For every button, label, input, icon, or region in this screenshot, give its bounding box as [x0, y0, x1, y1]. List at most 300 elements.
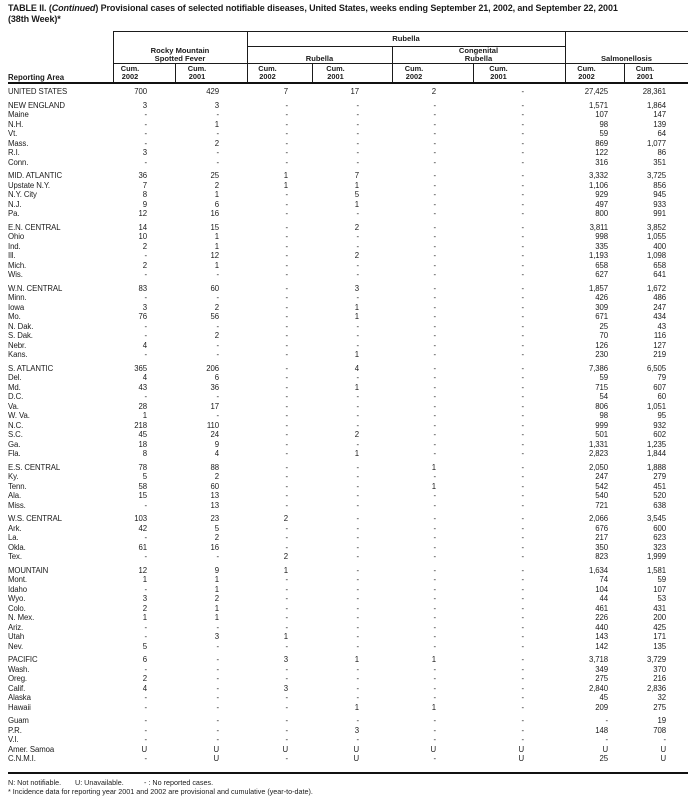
value-cell: -	[521, 283, 524, 293]
reporting-area-cell: Guam	[8, 716, 29, 725]
reporting-area-cell: Mass.	[8, 138, 29, 148]
table-section	[8, 87, 688, 97]
table-section	[8, 364, 688, 459]
value-cell: 999	[595, 420, 608, 430]
value-cell: 3	[283, 683, 288, 693]
value-cell: 434	[653, 312, 666, 321]
value-cell: -	[605, 716, 608, 725]
value-cell: 9	[142, 199, 147, 209]
value-cell: 17	[350, 87, 359, 96]
reporting-area-cell: Nev.	[8, 641, 24, 651]
value-cell: 520	[653, 491, 666, 500]
value-cell: 59	[657, 575, 666, 584]
value-cell: -	[216, 148, 219, 157]
value-cell: 461	[595, 603, 608, 613]
table-row	[8, 726, 688, 736]
value-cell: 6	[142, 655, 147, 664]
value-cell: 497	[595, 199, 608, 209]
value-cell: -	[521, 655, 524, 664]
value-cell: -	[433, 382, 436, 392]
value-cell: 14	[138, 222, 147, 232]
value-cell: -	[285, 542, 288, 552]
value-cell: -	[216, 411, 219, 420]
value-cell: -	[521, 683, 524, 693]
value-cell: 8	[142, 449, 147, 458]
value-cell: -	[285, 331, 288, 340]
value-cell: 370	[653, 664, 666, 674]
value-cell: 1,055	[646, 232, 666, 241]
table-row	[8, 716, 688, 726]
value-cell: 59	[599, 373, 608, 382]
value-cell: -	[285, 157, 288, 167]
footnote-not-notifiable: N: Not notifiable.	[8, 778, 62, 787]
value-cell: -	[144, 331, 147, 340]
reporting-area-cell: Fla.	[8, 449, 21, 458]
value-cell: -	[356, 420, 359, 430]
value-cell: 45	[599, 693, 608, 702]
table-section	[8, 716, 688, 764]
value-cell: 6	[214, 373, 219, 382]
value-cell: -	[356, 241, 359, 251]
value-cell: 2	[431, 87, 436, 96]
value-cell: 932	[653, 420, 666, 430]
value-cell: -	[285, 312, 288, 321]
value-cell: 25	[599, 321, 608, 331]
value-cell: 823	[595, 552, 608, 561]
value-cell: 206	[206, 363, 219, 373]
reporting-area-cell: Nebr.	[8, 340, 27, 350]
value-cell: U	[518, 754, 524, 763]
table-row	[8, 613, 688, 623]
value-cell: -	[216, 702, 219, 712]
table-row	[8, 261, 688, 271]
reporting-area-cell: Md.	[8, 382, 21, 392]
reporting-area-cell: C.N.M.I.	[8, 754, 36, 763]
value-cell: -	[521, 533, 524, 542]
value-cell: 13	[210, 491, 219, 500]
reporting-area-cell: Miss.	[8, 500, 26, 510]
value-cell: 1	[214, 260, 219, 270]
value-cell: -	[433, 199, 436, 209]
value-cell: -	[356, 481, 359, 491]
value-cell: 3,729	[646, 655, 666, 664]
reporting-area-cell: Calif.	[8, 683, 26, 693]
value-cell: 24	[210, 430, 219, 439]
value-cell: -	[356, 693, 359, 702]
value-cell: -	[285, 138, 288, 148]
value-cell: -	[285, 411, 288, 420]
reporting-area-cell: R.I.	[8, 148, 20, 157]
value-cell: -	[216, 293, 219, 302]
value-cell: 1	[431, 655, 436, 664]
table-row	[8, 120, 688, 130]
value-cell: 147	[653, 110, 666, 119]
value-cell: -	[285, 594, 288, 603]
title-line2: (38th Week)*	[8, 13, 61, 24]
reporting-area-cell: Hawaii	[8, 702, 31, 712]
value-cell: 929	[595, 190, 608, 199]
value-cell: 2	[142, 603, 147, 613]
value-cell: -	[285, 641, 288, 651]
value-cell: -	[433, 575, 436, 584]
value-cell: -	[285, 735, 288, 744]
value-cell: -	[521, 312, 524, 321]
value-cell: U	[602, 744, 608, 754]
value-cell: 323	[653, 542, 666, 552]
value-cell: -	[521, 514, 524, 523]
value-cell: 1	[214, 232, 219, 241]
value-cell: 60	[657, 392, 666, 401]
value-cell: 64	[657, 129, 666, 138]
table-section	[8, 171, 688, 219]
value-cell: 998	[595, 232, 608, 241]
value-cell: 440	[595, 622, 608, 632]
table-row	[8, 293, 688, 303]
value-cell: 2,840	[588, 683, 608, 693]
value-cell: -	[216, 552, 219, 561]
value-cell: -	[433, 674, 436, 683]
value-cell: 3,852	[646, 222, 666, 232]
value-cell: 933	[653, 199, 666, 209]
value-cell: 58	[138, 481, 147, 491]
value-cell: 28	[138, 401, 147, 411]
value-cell: 1	[214, 603, 219, 613]
value-cell: 76	[138, 312, 147, 321]
value-cell: 53	[657, 594, 666, 603]
table-section	[8, 514, 688, 562]
rubella-cum-2002-header: Cum. 2002	[258, 64, 277, 82]
table-row	[8, 251, 688, 261]
value-cell: -	[216, 350, 219, 359]
reporting-area-cell: N. Dak.	[8, 321, 34, 331]
salmonellosis-cum-2001-header: Cum. 2001	[635, 64, 655, 82]
value-cell: -	[521, 411, 524, 420]
table-row	[8, 693, 688, 703]
value-cell: 800	[595, 209, 608, 218]
value-cell: 501	[595, 430, 608, 439]
value-cell: -	[521, 584, 524, 594]
value-cell: 3,332	[588, 171, 608, 180]
value-cell: -	[433, 363, 436, 373]
value-cell: -	[216, 622, 219, 632]
value-cell: 56	[210, 312, 219, 321]
value-cell: 74	[599, 575, 608, 584]
table-row	[8, 190, 688, 200]
value-cell: -	[433, 603, 436, 613]
value-cell: -	[356, 632, 359, 641]
value-cell: -	[144, 664, 147, 674]
value-cell: 5	[142, 472, 147, 481]
value-cell: 4	[142, 683, 147, 693]
value-cell: -	[144, 270, 147, 279]
value-cell: 12	[138, 565, 147, 575]
value-cell: 103	[134, 514, 147, 523]
value-cell: 104	[595, 584, 608, 594]
table-row	[8, 524, 688, 534]
reporting-area-cell: S. ATLANTIC	[8, 363, 54, 373]
value-cell: -	[285, 232, 288, 241]
value-cell: -	[433, 491, 436, 500]
value-cell: -	[356, 542, 359, 552]
value-cell: -	[521, 430, 524, 439]
value-cell: 1,672	[646, 283, 666, 293]
reporting-area-cell: Conn.	[8, 157, 29, 167]
value-cell: -	[285, 401, 288, 411]
value-cell: -	[216, 683, 219, 693]
value-cell: 3	[214, 100, 219, 110]
value-cell: 4	[354, 363, 359, 373]
value-cell: -	[216, 157, 219, 167]
rmsf-cum-2002-header: Cum. 2002	[120, 64, 140, 82]
reporting-area-cell: Ark.	[8, 523, 22, 533]
value-cell: 209	[595, 702, 608, 712]
value-cell: -	[144, 716, 147, 725]
value-cell: -	[144, 110, 147, 119]
table-row	[8, 110, 688, 120]
value-cell: 1	[214, 575, 219, 584]
reporting-area-cell: Amer. Samoa	[8, 744, 55, 754]
value-cell: -	[521, 302, 524, 312]
value-cell: 700	[134, 87, 147, 96]
reporting-area-cell: PACIFIC	[8, 655, 38, 664]
value-cell: -	[356, 716, 359, 725]
table-row	[8, 566, 688, 576]
value-cell: -	[433, 622, 436, 632]
value-cell: 36	[210, 382, 219, 392]
reporting-area-cell: N.Y. City	[8, 190, 37, 199]
value-cell: -	[433, 594, 436, 603]
table-row	[8, 430, 688, 440]
value-cell: 13	[210, 500, 219, 510]
value-cell: 42	[138, 523, 147, 533]
reporting-area-cell: N. Mex.	[8, 613, 35, 622]
value-cell: 247	[595, 472, 608, 481]
value-cell: -	[356, 439, 359, 449]
value-cell: -	[433, 613, 436, 622]
value-cell: 2	[214, 302, 219, 312]
congenital-cum-2002-header: Cum. 2002	[404, 64, 424, 82]
table-row	[8, 754, 688, 764]
value-cell: 25	[599, 754, 608, 763]
table-row	[8, 745, 688, 755]
value-cell: -	[521, 138, 524, 148]
table-row	[8, 350, 688, 360]
table-header	[8, 31, 688, 84]
value-cell: -	[433, 401, 436, 411]
reporting-area-cell: Iowa	[8, 302, 25, 312]
rubella-span-header: Rubella	[392, 34, 420, 43]
value-cell: -	[433, 664, 436, 674]
value-cell: -	[216, 725, 219, 735]
value-cell: 1	[214, 584, 219, 594]
table-row	[8, 312, 688, 322]
value-cell: -	[521, 171, 524, 180]
value-cell: 425	[653, 622, 666, 632]
table-row	[8, 101, 688, 111]
value-cell: -	[144, 702, 147, 712]
value-cell: 2	[283, 514, 288, 523]
table-row	[8, 533, 688, 543]
value-cell: -	[356, 401, 359, 411]
value-cell: -	[521, 500, 524, 510]
reporting-area-cell: Wyo.	[8, 594, 26, 603]
value-cell: -	[285, 430, 288, 439]
header-bottom-rule	[8, 82, 688, 84]
value-cell: 200	[653, 613, 666, 622]
value-cell: 16	[210, 542, 219, 552]
value-cell: U	[660, 744, 666, 754]
value-cell: 429	[206, 87, 219, 96]
value-cell: 126	[595, 340, 608, 350]
value-cell: -	[285, 523, 288, 533]
value-cell: 54	[599, 392, 608, 401]
value-cell: -	[433, 340, 436, 350]
value-cell: 43	[138, 382, 147, 392]
value-cell: -	[521, 523, 524, 533]
value-cell: 1	[431, 462, 436, 472]
value-cell: -	[285, 321, 288, 331]
table-row	[8, 284, 688, 294]
table-row	[8, 491, 688, 501]
value-cell: -	[356, 584, 359, 594]
value-cell: -	[521, 725, 524, 735]
value-cell: 3	[142, 100, 147, 110]
table-row	[8, 341, 688, 351]
value-cell: -	[285, 373, 288, 382]
value-cell: -	[521, 199, 524, 209]
table-row	[8, 322, 688, 332]
title-prefix: TABLE II. (	[8, 3, 52, 13]
value-cell: -	[285, 439, 288, 449]
value-cell: U	[141, 744, 147, 754]
reporting-area-cell: S.C.	[8, 430, 23, 439]
table-row	[8, 543, 688, 553]
table-row	[8, 735, 688, 745]
value-cell: -	[521, 251, 524, 260]
value-cell: -	[433, 260, 436, 270]
value-cell: -	[285, 241, 288, 251]
value-cell: -	[433, 420, 436, 430]
value-cell: 247	[653, 302, 666, 312]
reporting-area-cell: Ala.	[8, 491, 22, 500]
table-row	[8, 303, 688, 313]
value-cell: U	[518, 744, 524, 754]
value-cell: -	[521, 321, 524, 331]
value-cell: 217	[595, 533, 608, 542]
value-cell: -	[433, 430, 436, 439]
value-cell: -	[285, 382, 288, 392]
value-cell: -	[356, 392, 359, 401]
value-cell: -	[356, 683, 359, 693]
value-cell: -	[356, 373, 359, 382]
table-row	[8, 383, 688, 393]
value-cell: 15	[210, 222, 219, 232]
value-cell: 275	[595, 674, 608, 683]
value-cell: 607	[653, 382, 666, 392]
value-cell: 279	[653, 472, 666, 481]
value-cell: 43	[657, 321, 666, 331]
reporting-area-cell: Ariz.	[8, 622, 24, 632]
reporting-area-cell: Okla.	[8, 542, 26, 552]
table-row	[8, 604, 688, 614]
value-cell: -	[216, 340, 219, 350]
value-cell: -	[521, 270, 524, 279]
value-cell: 143	[595, 632, 608, 641]
value-cell: -	[521, 702, 524, 712]
reporting-area-cell: P.R.	[8, 725, 22, 735]
reporting-area-cell: Ohio	[8, 232, 25, 241]
value-cell: 17	[210, 401, 219, 411]
value-cell: 135	[653, 641, 666, 651]
value-cell: -	[356, 148, 359, 157]
value-cell: -	[521, 674, 524, 683]
value-cell: -	[356, 674, 359, 683]
value-cell: -	[356, 735, 359, 744]
table-body	[8, 87, 688, 764]
value-cell: -	[433, 350, 436, 359]
reporting-area-cell: Ind.	[8, 241, 21, 251]
value-cell: -	[521, 180, 524, 190]
value-cell: 9	[214, 565, 219, 575]
value-cell: 3	[283, 655, 288, 664]
value-cell: -	[521, 632, 524, 641]
table-row	[8, 181, 688, 191]
table-section	[8, 463, 688, 511]
value-cell: 623	[653, 533, 666, 542]
table-row	[8, 270, 688, 280]
value-cell: -	[521, 491, 524, 500]
value-cell: -	[521, 565, 524, 575]
value-cell: 806	[595, 401, 608, 411]
value-cell: -	[285, 148, 288, 157]
value-cell: -	[433, 693, 436, 702]
value-cell: 18	[138, 439, 147, 449]
value-cell: -	[216, 110, 219, 119]
value-cell: -	[216, 664, 219, 674]
value-cell: -	[285, 260, 288, 270]
value-cell: 1,051	[646, 401, 666, 411]
reporting-area-cell: Alaska	[8, 693, 31, 702]
table-row	[8, 209, 688, 219]
value-cell: -	[356, 575, 359, 584]
table-row	[8, 449, 688, 459]
value-cell: 95	[657, 411, 666, 420]
value-cell: 2	[214, 594, 219, 603]
value-cell: 1	[283, 632, 288, 641]
value-cell: 107	[595, 110, 608, 119]
value-cell: 2	[142, 674, 147, 683]
value-cell: -	[433, 514, 436, 523]
value-cell: 7	[283, 87, 288, 96]
value-cell: 1	[354, 180, 359, 190]
value-cell: -	[285, 584, 288, 594]
value-cell: -	[144, 584, 147, 594]
table-row	[8, 684, 688, 694]
value-cell: -	[521, 382, 524, 392]
value-cell: -	[521, 119, 524, 129]
value-cell: -	[356, 462, 359, 472]
value-cell: -	[356, 565, 359, 575]
value-cell: 2,823	[588, 449, 608, 458]
value-cell: 2	[142, 241, 147, 251]
value-cell: 59	[599, 129, 608, 138]
value-cell: -	[285, 199, 288, 209]
value-cell: -	[356, 331, 359, 340]
value-cell: 44	[599, 594, 608, 603]
value-cell: 60	[210, 481, 219, 491]
value-cell: 676	[595, 523, 608, 533]
value-cell: 61	[138, 542, 147, 552]
